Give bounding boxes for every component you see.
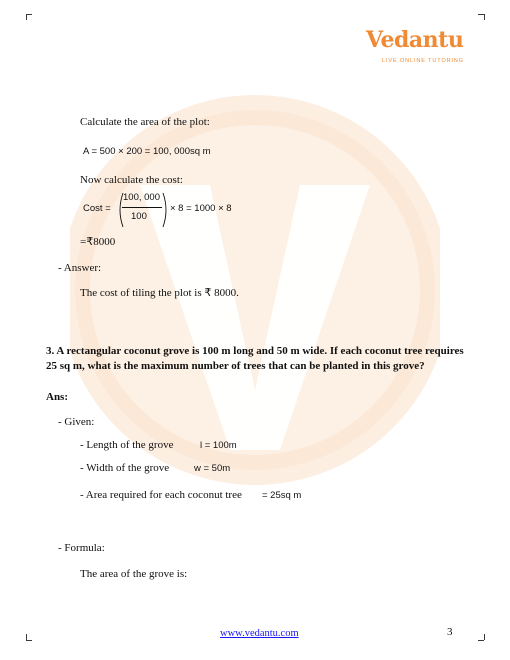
- answer-label: - Answer:: [58, 262, 102, 274]
- right-paren: [162, 192, 170, 228]
- right-border-bottom: [478, 640, 484, 641]
- brand-tagline: LIVE ONLINE TUTORING: [382, 58, 464, 64]
- formula-label: - Formula:: [58, 542, 105, 554]
- right-border: [484, 14, 485, 20]
- area-required-math: = 25sq m: [262, 490, 302, 501]
- area-required-text: - Area required for each coconut tree: [80, 489, 242, 501]
- width-text: - Width of the grove: [80, 462, 170, 474]
- brand-name: Vedantu: [366, 27, 464, 53]
- cost-rhs: × 8 = 1000 × 8: [170, 203, 232, 214]
- given-label: - Given:: [58, 416, 95, 428]
- length-text: - Length of the grove: [80, 439, 174, 451]
- calc-area-label: Calculate the area of the plot:: [80, 116, 210, 128]
- calc-cost-label: Now calculate the cost:: [80, 174, 183, 186]
- answer-text: The cost of tiling the plot is ₹ 8000.: [80, 287, 239, 299]
- footer-website-link[interactable]: www.vedantu.com: [220, 628, 299, 639]
- fraction-bar: [122, 207, 162, 208]
- bottom-left-tick: [26, 634, 27, 640]
- question-3: 3. A rectangular coconut grove is 100 m long and 50 m wide. If each coconut tree requires 25 sq m, what is the maximum number of trees that can be planted in this grove?: [46, 345, 464, 372]
- left-border-top: [26, 14, 32, 15]
- cost-result: =₹8000: [80, 236, 116, 248]
- ans-label: Ans:: [46, 391, 69, 403]
- page-number: 3: [447, 626, 453, 638]
- grove-area-text: The area of the grove is:: [80, 568, 188, 580]
- width-math: w = 50m: [194, 463, 231, 474]
- length-math: l = 100m: [200, 440, 237, 451]
- bottom-right-tick: [484, 634, 485, 640]
- cost-denominator: 100: [131, 211, 147, 222]
- cost-equation: [83, 190, 283, 230]
- brand-logo: [362, 27, 472, 69]
- left-border-bottom: [26, 640, 32, 641]
- cost-lhs: Cost =: [83, 203, 111, 214]
- area-equation: A = 500 × 200 = 100, 000sq m: [83, 146, 211, 157]
- cost-numerator: 100, 000: [123, 192, 160, 203]
